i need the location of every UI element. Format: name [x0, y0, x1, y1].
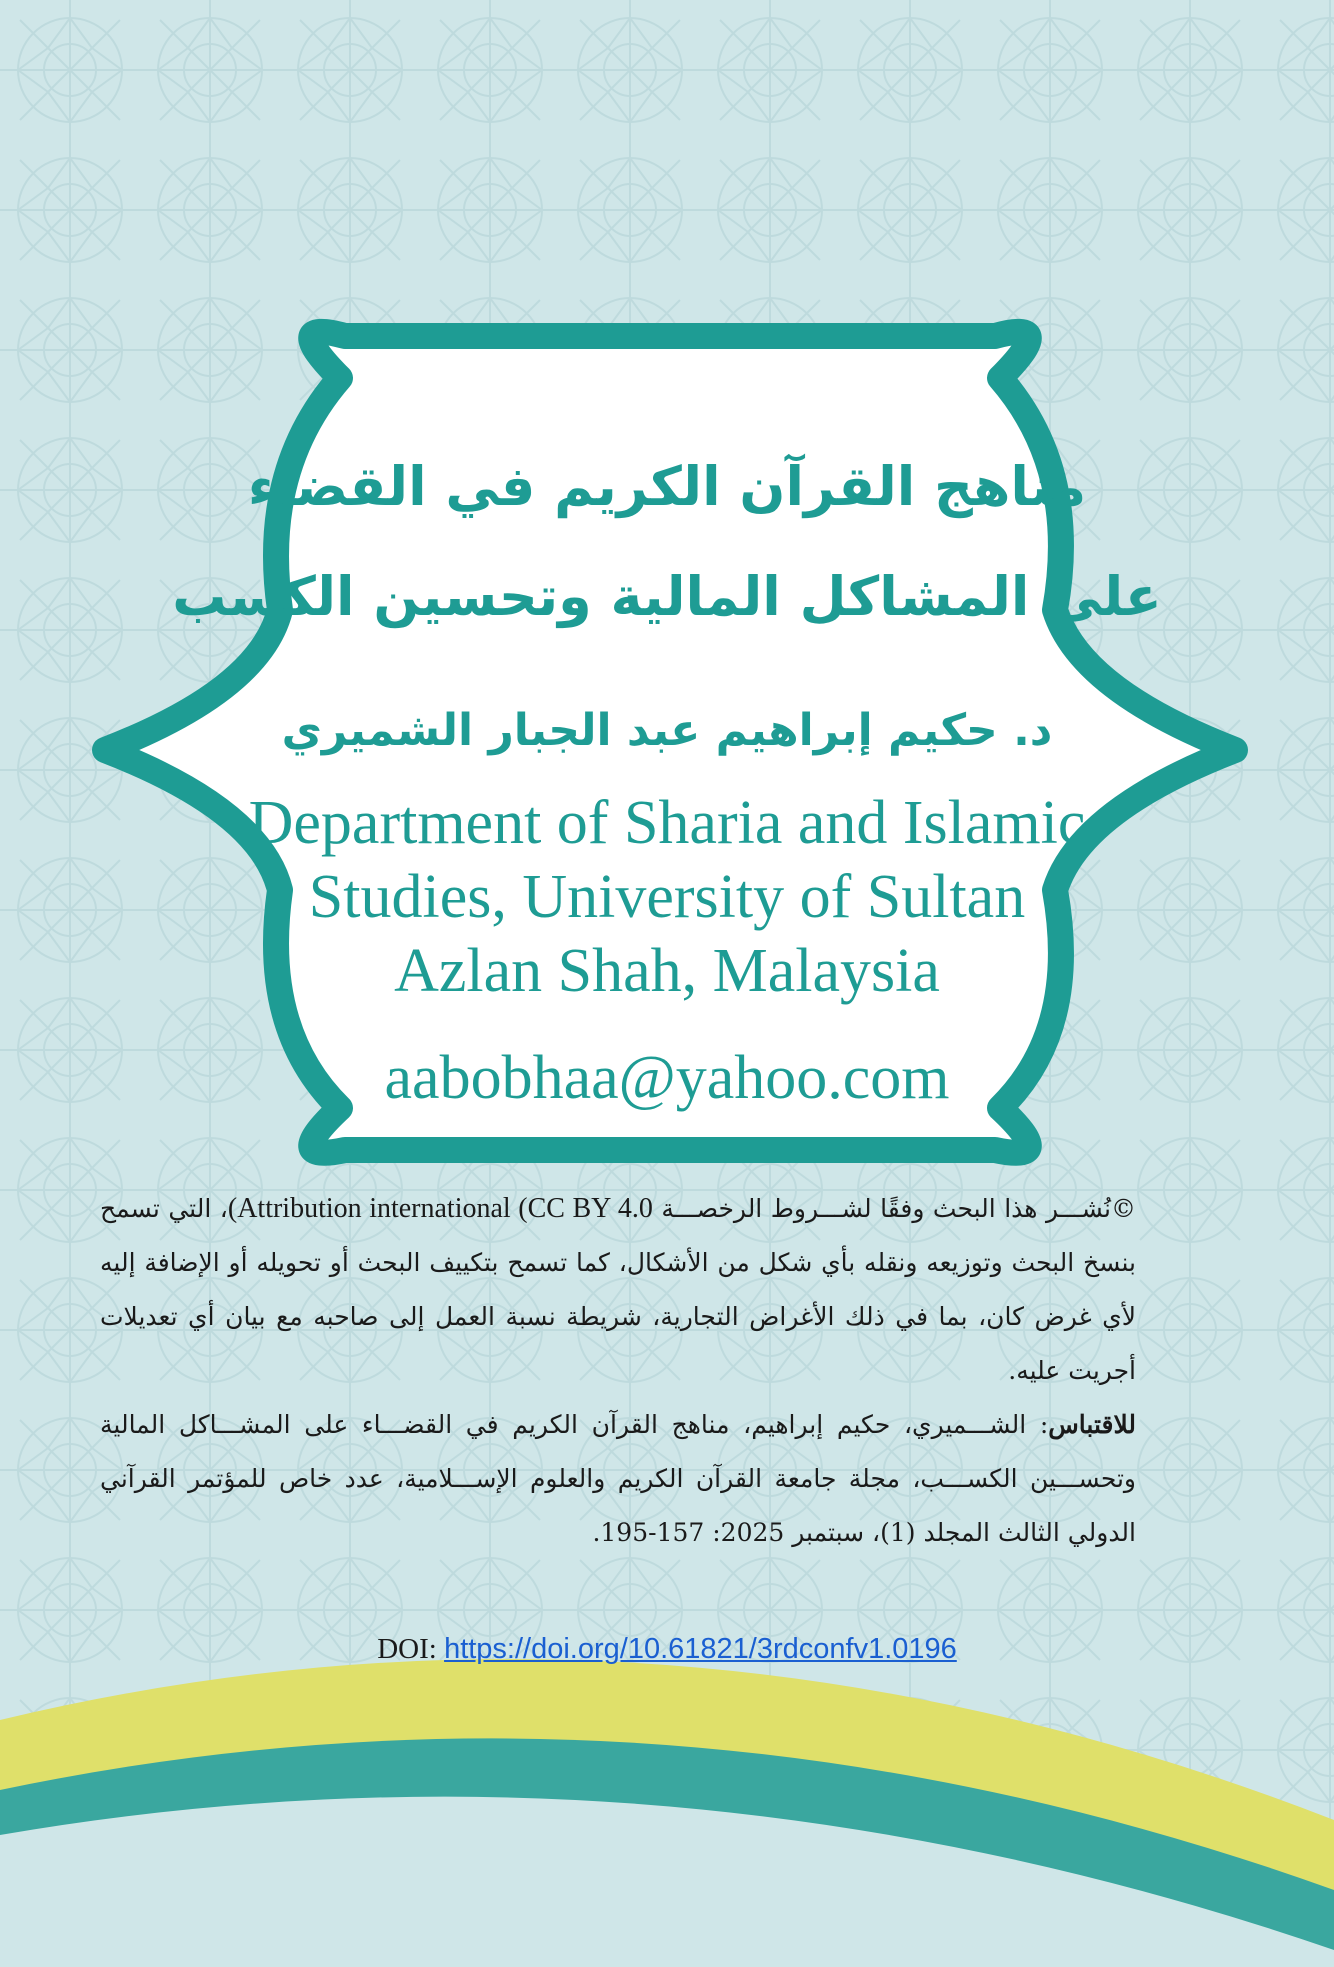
affiliation-line-1: Department of Sharia and Islamic: [248, 789, 1086, 857]
citation-label: للاقتباس: [1048, 1410, 1136, 1439]
affiliation-line-2: Studies, University of Sultan: [308, 863, 1026, 931]
citation-paragraph: [100, 1398, 1136, 1560]
copyright-symbol: ©: [1111, 1194, 1136, 1223]
affiliation-line-3: Azlan Shah, Malaysia: [394, 937, 940, 1005]
license-name: (Attribution international (CC BY 4.0: [227, 1193, 653, 1224]
affiliation: [0, 786, 1334, 1008]
doi-label: DOI:: [377, 1633, 445, 1665]
citation-text: : الشـــميري، حكيم إبراهيم، مناهج القرآن الكريم في القضـــاء على المشـــاكل المالية وتحســـين الكســـب، مجلة جامعة القرآن الكريم والعلوم الإســـلامية، عدد خاص للمؤتمر القرآني الدولي الثالث المجلد (1)، سبتمبر 2025: 157-195.: [100, 1410, 1136, 1547]
doi-line: [0, 1633, 1334, 1666]
title-line-1: مناهج القرآن الكريم في القضاء: [247, 455, 1087, 518]
license-prefix: نُشـــر هذا البحث وفقًا لشـــروط الرخصـــة: [652, 1194, 1111, 1223]
license-body: ، التي تسمح بنسخ البحث وتوزيعه ونقله بأي شكل من الأشكال، كما تسمح بتكييف البحث أو تحويله أو الإضافة إليه لأي غرض كان، بما في ذلك الأغراض التجارية، شريطة نسبة العمل إلى صاحبه مع بيان أي تعديلات أجريت عليه.: [100, 1194, 1136, 1385]
author-name: د. حكيم إبراهيم عبد الجبار الشميري: [281, 705, 1053, 756]
license-notice: [100, 1182, 1136, 1560]
author-email[interactable]: aabobhaa@yahoo.com: [384, 1044, 950, 1112]
license-paragraph: [100, 1182, 1136, 1398]
title-line-2: على المشاكل المالية وتحسين الكسب: [172, 565, 1162, 628]
doi-link[interactable]: https://doi.org/10.61821/3rdconfv1.0196: [444, 1633, 957, 1665]
